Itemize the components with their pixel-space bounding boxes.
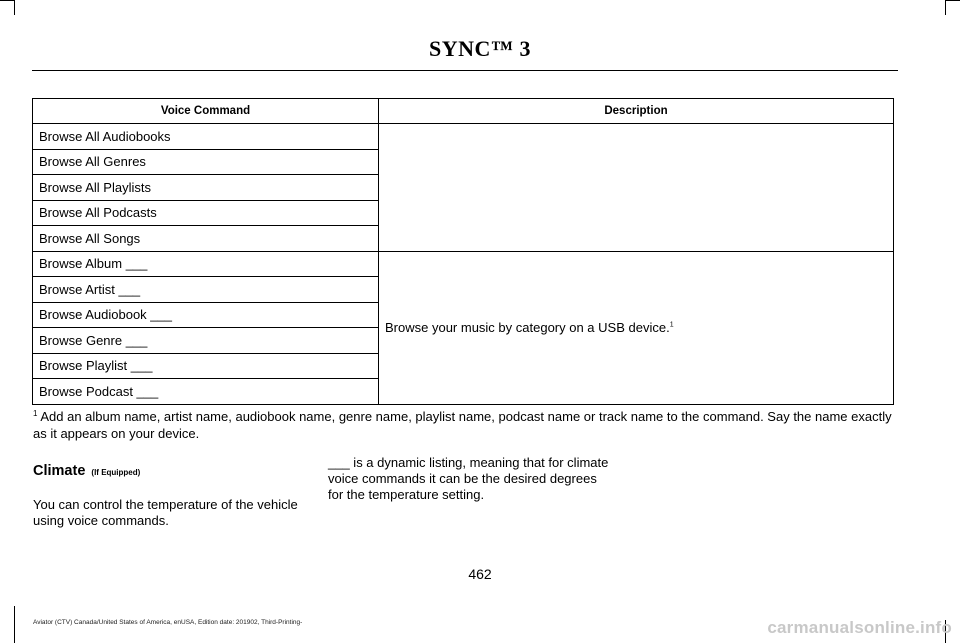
watermark: carmanualsonline.info [767,618,952,637]
climate-heading: Climate [33,463,86,479]
column-header-voice-command: Voice Command [33,99,379,124]
crop-mark [0,0,15,1]
if-equipped-label: (If Equipped) [91,468,141,477]
description-text [385,320,674,335]
command-cell: Browse Artist ___ [33,277,379,303]
edition-info: Aviator (CTV) Canada/United States of America, enUSA, Edition date: 201902, Third-Printing- [33,619,303,626]
page-number: 462 [468,566,492,582]
section-heading [33,463,303,479]
table-row [33,124,894,150]
command-cell: Browse Audiobook ___ [33,302,379,328]
command-cell: Browse All Playlists [33,175,379,201]
footnote [33,405,898,442]
description-cell [379,251,894,404]
command-cell: Browse All Audiobooks [33,124,379,150]
command-cell: Browse All Genres [33,149,379,175]
climate-section [33,463,303,529]
crop-mark [14,606,15,643]
crop-mark [14,0,15,15]
command-cell: Browse Album ___ [33,251,379,277]
table-header-row [33,99,894,124]
dynamic-listing-note: ___ is a dynamic listing, meaning that for climate voice commands it can be the desired degrees for the temperature setting. [328,455,609,502]
command-cell: Browse All Podcasts [33,200,379,226]
description-value: Browse your music by category on a USB device. [385,320,670,335]
command-cell: Browse Playlist ___ [33,353,379,379]
command-cell: Browse All Songs [33,226,379,252]
page-title: SYNC™ 3 [429,36,531,61]
crop-mark [945,0,960,1]
voice-command-table [32,98,894,405]
command-cell: Browse Podcast ___ [33,379,379,405]
table-row [33,251,894,277]
title-rule [32,70,898,71]
footnote-text: Add an album name, artist name, audiobook name, genre name, playlist name, podcast name or track name to the command. Say the name exactly as it appears on your device. [33,409,892,441]
footnote-mark: 1 [669,321,674,329]
description-cell [379,124,894,252]
footnote-number: 1 [33,409,38,418]
column-header-description: Description [379,99,894,124]
crop-mark [945,0,946,15]
command-cell: Browse Genre ___ [33,328,379,354]
climate-body: You can control the temperature of the vehicle using voice commands. [33,497,298,528]
